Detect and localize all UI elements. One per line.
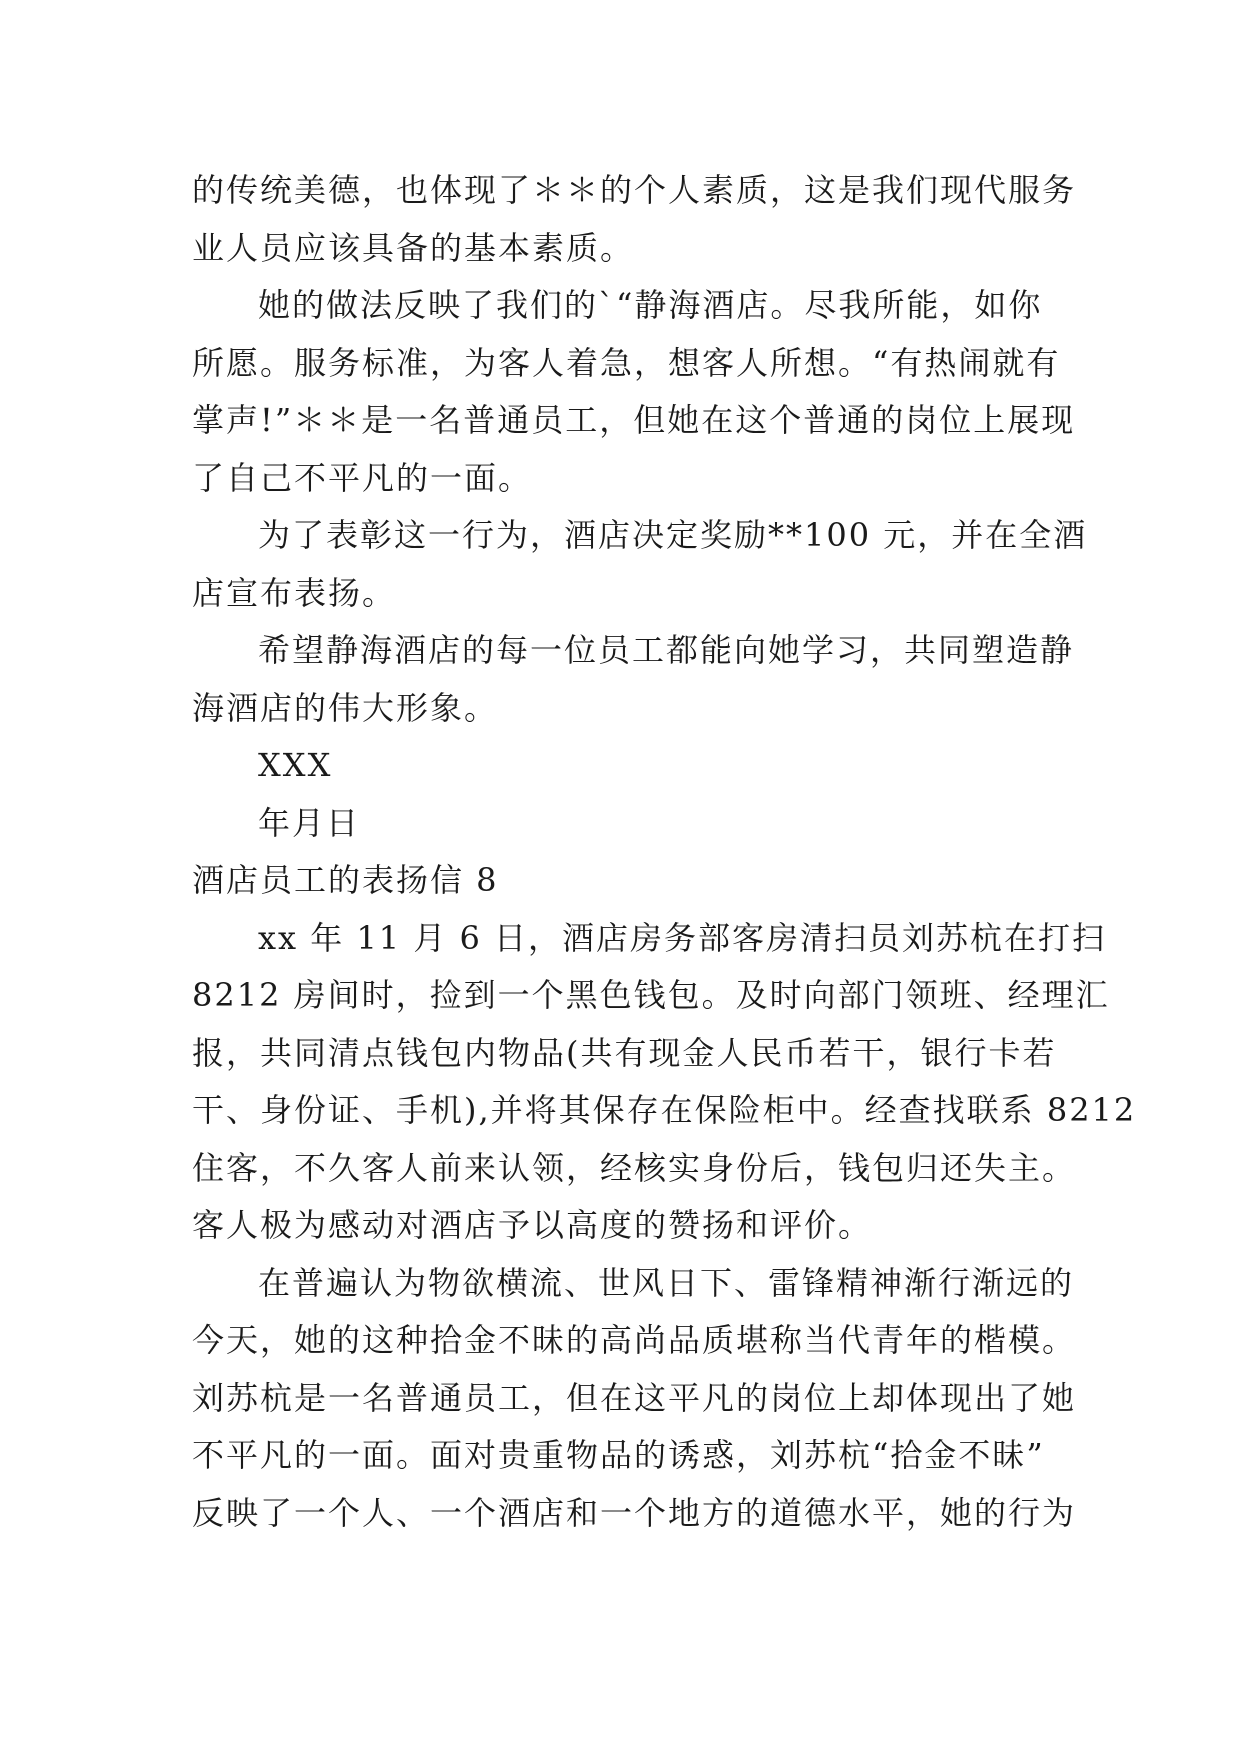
text-line: 为了表彰这一行为，酒店决定奖励**100 元，并在全酒 bbox=[258, 516, 1088, 554]
text-line: 的传统美德，也体现了＊＊的个人素质，这是我们现代服务 bbox=[192, 171, 1077, 209]
body-text bbox=[192, 162, 1137, 1542]
text-line: 业人员应该具备的基本素质。 bbox=[192, 228, 635, 267]
text-line: 报，共同清点钱包内物品(共有现金人民币若干，银行卡若 bbox=[192, 1033, 1057, 1072]
text-line: 她的做法反映了我们的`“静海酒店。尽我所能，如你 bbox=[258, 286, 1043, 324]
text-line: 反映了一个人、一个酒店和一个地方的道德水平，她的行为 bbox=[192, 1493, 1077, 1532]
text-line: XXX bbox=[258, 746, 333, 784]
text-line: 住客，不久客人前来认领，经核实身份后，钱包归还失主。 bbox=[192, 1148, 1077, 1187]
text-line: 刘苏杭是一名普通员工，但在这平凡的岗位上却体现出了她 bbox=[192, 1378, 1077, 1417]
text-line: 海酒店的伟大形象。 bbox=[192, 688, 499, 727]
text-line: 店宣布表扬。 bbox=[192, 573, 397, 612]
text-line: 不平凡的一面。面对贵重物品的诱惑，刘苏杭“拾金不昧” bbox=[192, 1436, 1045, 1474]
text-line: 干、身份证、手机),并将其保存在保险柜中。经查找联系 8212 bbox=[192, 1091, 1137, 1129]
text-line: 酒店员工的表扬信 8 bbox=[192, 861, 499, 899]
text-line: 在普遍认为物欲横流、世风日下、雷锋精神渐行渐远的 bbox=[258, 1263, 1075, 1302]
text-line: 希望静海酒店的每一位员工都能向她学习，共同塑造静 bbox=[258, 631, 1075, 669]
text-line: 8212 房间时，捡到一个黑色钱包。及时向部门领班、经理汇 bbox=[192, 976, 1110, 1014]
text-line: 今天，她的这种拾金不昧的高尚品质堪称当代青年的楷模。 bbox=[192, 1321, 1077, 1359]
text-line: 所愿。服务标准，为客人着急，想客人所想。“有热闹就有 bbox=[192, 343, 1061, 382]
text-line: xx 年 11 月 6 日，酒店房务部客房清扫员刘苏杭在打扫 bbox=[258, 918, 1107, 957]
text-line: 客人极为感动对酒店予以高度的赞扬和评价。 bbox=[192, 1206, 873, 1244]
text-line: 掌声!”＊＊是一名普通员工，但她在这个普通的岗位上展现 bbox=[192, 401, 1076, 439]
text-line: 年月日 bbox=[258, 803, 361, 842]
text-line: 了自己不平凡的一面。 bbox=[192, 458, 533, 497]
